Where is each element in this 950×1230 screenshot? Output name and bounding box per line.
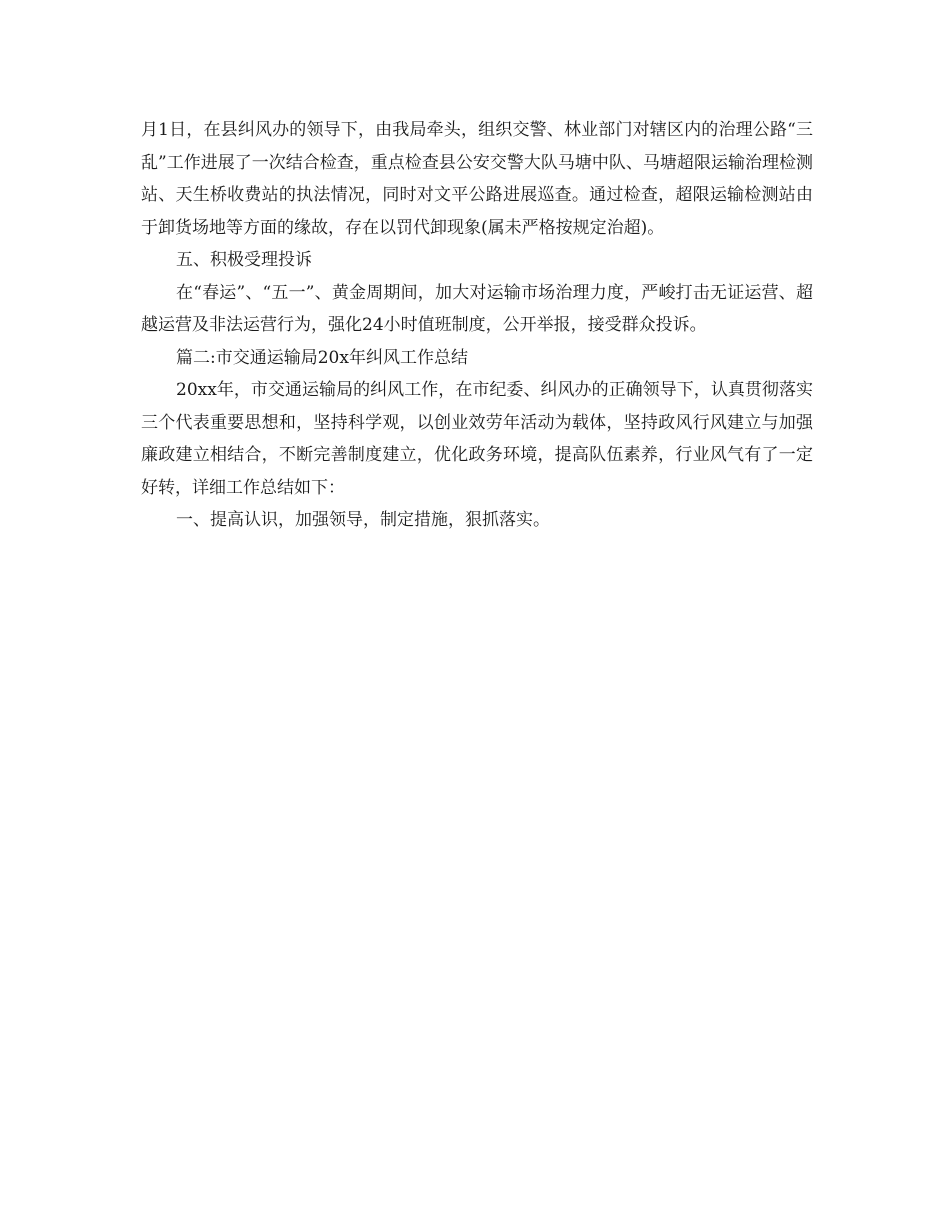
paragraph-continuation: 月1日，在县纠风办的领导下，由我局牵头，组织交警、林业部门对辖区内的治理公路“三乱”工作进展了一次结合检查，重点检查县公安交警大队马塘中队、马塘超限运输治理检测站、天生桥收费站的执法情况，同时对文平公路进展巡查。通过检查，超限运输检测站由于卸货场地等方面的缘故，存在以罚代卸现象(属未严格按规定治超)。 xyxy=(141,120,813,238)
section-heading-complaints: 五、积极受理投诉 xyxy=(176,250,312,270)
paragraph-complaints: 在“春运”、“五一”、黄金周期间，加大对运输市场治理力度，严峻打击无证运营、超越运营及非法运营行为，强化24小时值班制度，公开举报，接受群众投诉。 xyxy=(141,282,813,335)
section-heading-one: 一、提高认识，加强领导，制定措施，狠抓落实。 xyxy=(176,510,550,530)
paragraph-intro: 20xx年，市交通运输局的纠风工作，在市纪委、纠风办的正确领导下，认真贯彻落实三个代表重要思想和，坚持科学观，以创业效劳年活动为载体，坚持政风行风建立与加强廉政建立相结合，不断完善制度建立，优化政务环境，提高队伍素养，行业风气有了一定好转，详细工作总结如下： xyxy=(141,380,813,498)
document-body xyxy=(141,114,813,537)
article-title: 篇二:市交通运输局20x年纠风工作总结 xyxy=(176,347,468,368)
